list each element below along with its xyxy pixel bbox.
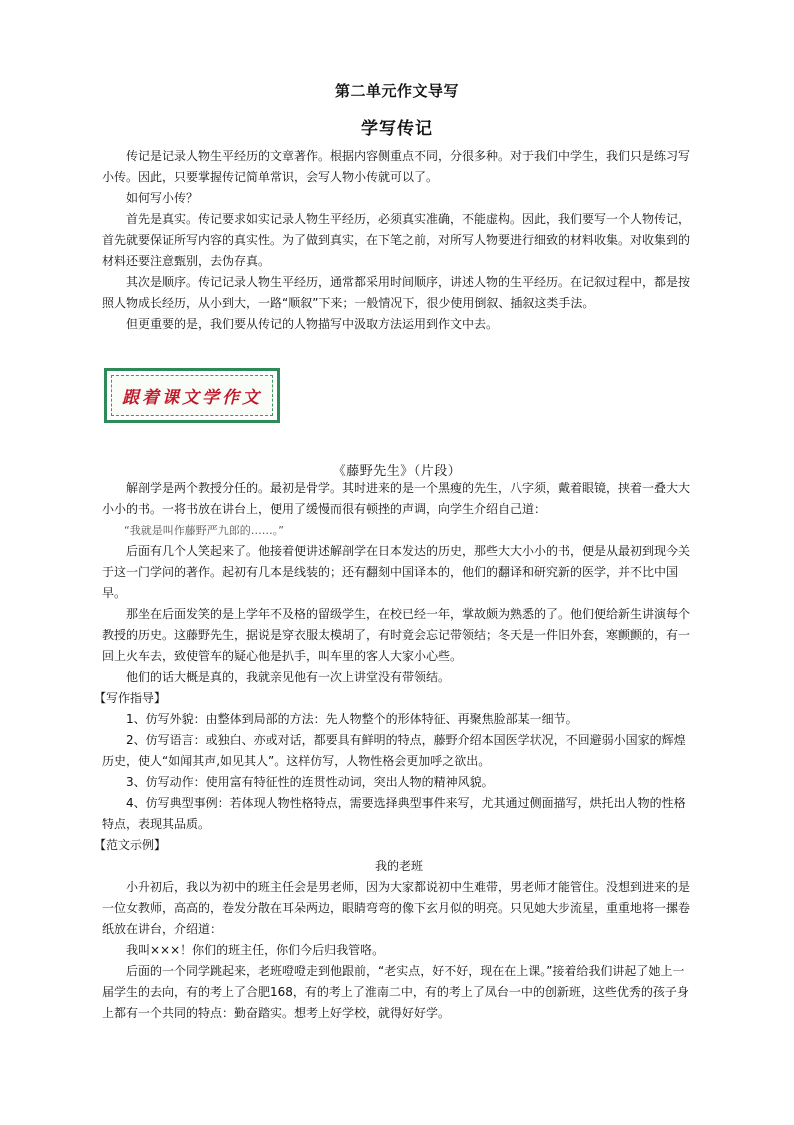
guide-item: 3、仿写动作：使用富有特征性的连贯性动词，突出人物的精神风貌。 — [126, 775, 494, 789]
excerpt-quote: “我就是叫作藤野严九郎的……。” — [124, 524, 284, 537]
intro-paragraph: 传记是记录人物生平经历的文章著作。根据内容侧重点不同，分很多种。对于我们中学生，我们只是练习写小传。因此，只要掌握传记简单常识，会写人物小传就可以了。 — [102, 149, 691, 184]
sample-paragraph: 小升初后，我以为初中的班主任会是男老师，因为大家都说初中生难带，男老师才能管住。没想到进来的是一位女教师，高高的，卷发分散在耳朵两边，眼睛弯弯的像下玄月似的明亮。只见她大步流星，重重地将一摞卷纸放在讲台，介绍道： — [102, 880, 691, 936]
banner-text: 跟着课文学作文 — [122, 388, 262, 408]
intro-paragraph: 首先是真实。传记要求如实记录人物生平经历，必须真实准确，不能虚构。因此，我们要写一个人物传记，首先就要保证所写内容的真实性。为了做到真实，在下笔之前，对所写人物要进行细致的材料收集。对收集到的材料还要注意甄别，去伪存真。 — [102, 212, 691, 268]
excerpt-paragraph: 他们的话大概是真的，我就亲见他有一次上讲堂没有带领结。 — [126, 670, 451, 684]
excerpt-and-guide-section — [94, 478, 696, 1024]
guide-heading: 【写作指导】 — [94, 691, 167, 705]
sample-heading: 【范文示例】 — [94, 838, 167, 852]
sample-paragraph: 后面的一个同学跳起来，老班噔噔走到他跟前，“老实点，好不好，现在在上课。”接着给我们讲起了她上一届学生的去向，有的考上了合肥168，有的考上了淮南二中，有的考上了凤台一中的创新班，这些优秀的孩子身上都有一个共同的特点：勤奋踏实。想考上好学校，就得好好学。 — [102, 964, 689, 1020]
sample-paragraph: 我叫×××！你们的班主任，你们今后归我管咯。 — [126, 943, 385, 957]
intro-section — [102, 146, 696, 335]
excerpt-title: 《藤野先生》（片段） — [332, 464, 462, 479]
guide-item: 2、仿写语言：或独白、亦或对话，都要具有鲜明的特点，藤野介绍本国医学状况，不回避弱小国家的辉煌历史，使人“如闻其声,如见其人”。这样仿写，人物性格会更加呼之欲出。 — [102, 733, 686, 768]
banner-frame — [111, 375, 273, 416]
excerpt-paragraph: 那坐在后面发笑的是上学年不及格的留级学生，在校已经一年，掌故颇为熟悉的了。他们便给新生讲演每个教授的历史。这藤野先生，据说是穿衣服太模胡了，有时竟会忘记带领结；冬天是一件旧外套，寒颤颤的，有一回上火车去，致使管车的疑心他是扒手，叫车里的客人大家小心些。 — [102, 607, 691, 663]
section-banner — [104, 368, 280, 423]
guide-item: 4、仿写典型事例：若体现人物性格特点，需要选择典型事件来写，尤其通过侧面描写，烘托出人物的性格特点，表现其品质。 — [102, 796, 686, 831]
intro-paragraph: 但更重要的是，我们要从传记的人物描写中汲取方法运用到作文中去。 — [126, 317, 499, 331]
excerpt-paragraph: 后面有几个人笑起来了。他接着便讲述解剖学在日本发达的历史，那些大大小小的书，便是从最初到现今关于这一门学问的著作。起初有几本是线装的；还有翻刻中国译本的，他们的翻译和研究新的医学，并不比中国早。 — [102, 544, 691, 600]
page-subtitle: 学写传记 — [361, 119, 433, 139]
page-title: 第二单元作文导写 — [334, 82, 459, 100]
excerpt-paragraph: 解剖学是两个教授分任的。最初是骨学。其时进来的是一个黑瘦的先生，八字须，戴着眼镜，挟着一叠大大小小的书。一将书放在讲台上，便用了缓慢而很有顿挫的声调，向学生介绍自己道： — [102, 481, 691, 516]
intro-paragraph: 其次是顺序。传记记录人物生平经历，通常都采用时间顺序，讲述人物的生平经历。在记叙过程中，都是按照人物成长经历，从小到大，一路“顺叙”下来；一般情况下，很少使用倒叙、插叙这类手法。 — [102, 275, 691, 310]
intro-question: 如何写小传？ — [126, 191, 199, 205]
sample-title: 我的老班 — [374, 859, 423, 873]
guide-item: 1、仿写外貌：由整体到局部的方法：先人物整个的形体特征、再聚焦脸部某一细节。 — [126, 712, 578, 726]
